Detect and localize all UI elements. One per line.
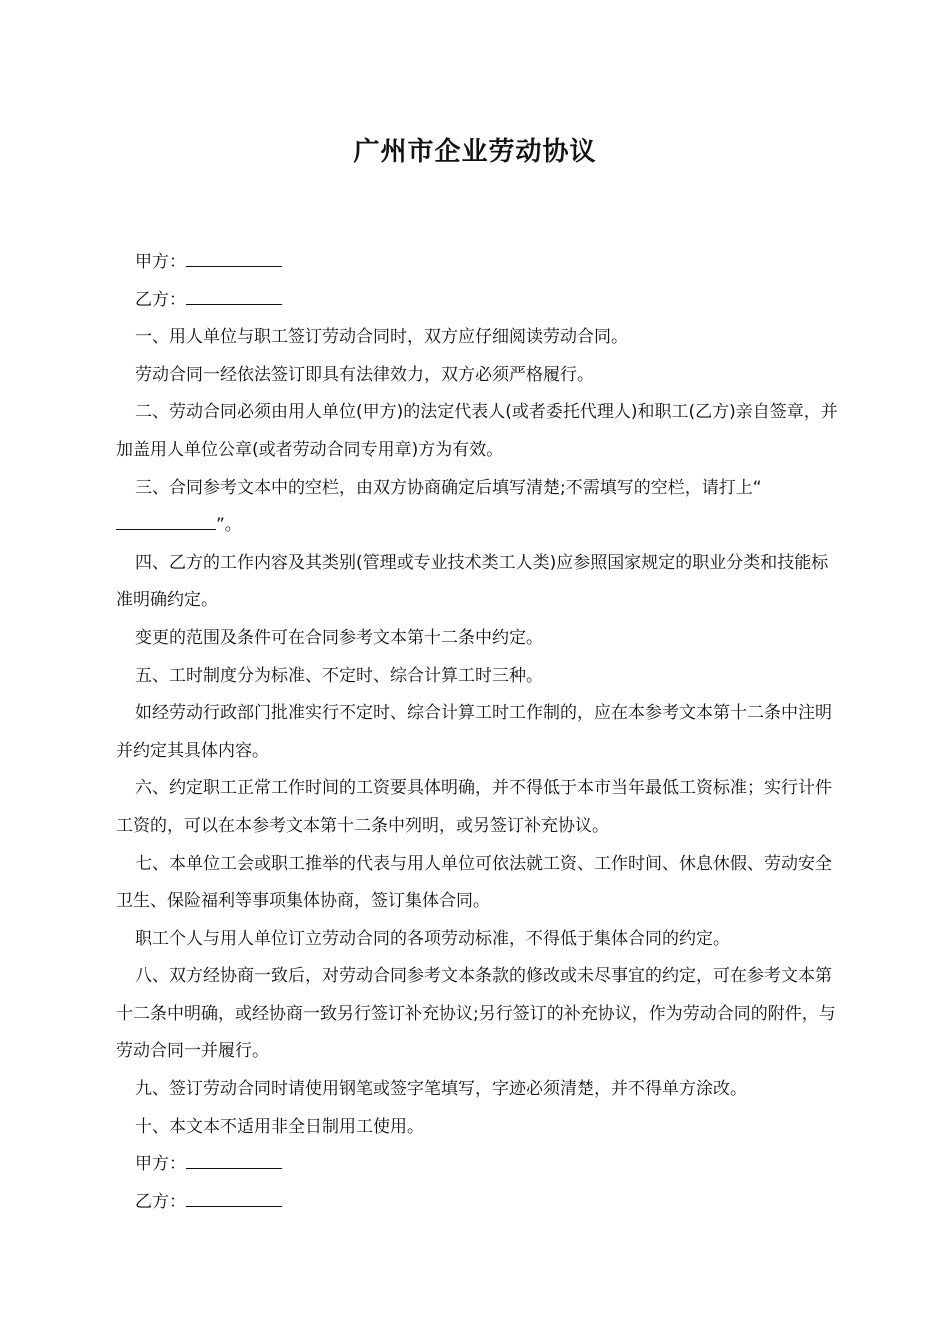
quote-blank bbox=[116, 511, 216, 530]
paragraph-14: 十、本文本不适用非全日制用工使用。 bbox=[135, 1116, 424, 1137]
paragraph-4-text: 三、合同参考文本中的空栏，由双方协商确定后填写清楚;不需填写的空栏，请打上 bbox=[135, 477, 753, 498]
paragraph-8: 如经劳动行政部门批准实行不定时、综合计算工时工作制的，应在本参考文本第十二条中注明并约定其具体内容。 bbox=[116, 703, 832, 761]
party-b-label: 乙方： bbox=[135, 289, 186, 310]
quote-open: “ bbox=[752, 477, 762, 498]
party-a-blank bbox=[186, 248, 282, 267]
paragraph-3: 二、劳动合同必须由用人单位(甲方)的法定代表人(或者委托代理人)和职工(乙方)亲自签章，并加盖用人单位公章(或者劳动合同专用章)方为有效。 bbox=[116, 402, 838, 460]
party-b-blank-bottom bbox=[186, 1188, 282, 1207]
paragraph-10: 七、本单位工会或职工推举的代表与用人单位可依法就工资、工作时间、休息休假、劳动安全卫生、保险福利等事项集体协商，签订集体合同。 bbox=[116, 853, 832, 912]
paragraph-13: 九、签订劳动合同时请使用钢笔或签字笔填写，字迹必须清楚，并不得单方涂改。 bbox=[135, 1079, 747, 1100]
paragraph-4 bbox=[116, 470, 838, 545]
party-a-line-bottom bbox=[116, 1146, 838, 1184]
document-body bbox=[116, 244, 838, 1221]
paragraph-9: 六、约定职工正常工作时间的工资要具体明确，并不得低于本市当年最低工资标准；实行计件工资的，可以在本参考文本第十二条中列明，或另签订补充协议。 bbox=[116, 778, 832, 836]
party-a-label-bottom: 甲方： bbox=[135, 1154, 186, 1175]
paragraph-5: 四、乙方的工作内容及其类别(管理或专业技术类工人类)应参照国家规定的职业分类和技能标准明确约定。 bbox=[116, 552, 829, 611]
party-a-blank-bottom bbox=[186, 1150, 282, 1169]
party-a-line-top bbox=[116, 244, 838, 282]
paragraph-2: 劳动合同一经依法签订即具有法律效力，双方必须严格履行。 bbox=[135, 364, 594, 385]
party-b-blank bbox=[186, 286, 282, 305]
paragraph-1: 一、用人单位与职工签订劳动合同时，双方应仔细阅读劳动合同。 bbox=[135, 327, 628, 348]
paragraph-11: 职工个人与用人单位订立劳动合同的各项劳动标准，不得低于集体合同的约定。 bbox=[135, 928, 730, 949]
quote-close: ”。 bbox=[216, 515, 242, 536]
paragraph-7: 五、工时制度分为标准、不定时、综合计算工时三种。 bbox=[135, 665, 543, 686]
party-a-label: 甲方： bbox=[135, 252, 186, 272]
paragraph-12: 八、双方经协商一致后，对劳动合同参考文本条款的修改或未尽事宜的约定，可在参考文本第十二条中明确，或经协商一致另行签订补充协议;另行签订的补充协议，作为劳动合同的附件，与劳动合同一并履行。 bbox=[116, 966, 836, 1062]
party-b-line-bottom bbox=[116, 1184, 838, 1222]
document-title: 广州市企业劳动协议 bbox=[353, 137, 597, 167]
party-b-line-top bbox=[116, 282, 838, 320]
paragraph-6: 变更的范围及条件可在合同参考文本第十二条中约定。 bbox=[135, 627, 543, 648]
party-b-label-bottom: 乙方： bbox=[135, 1191, 186, 1212]
